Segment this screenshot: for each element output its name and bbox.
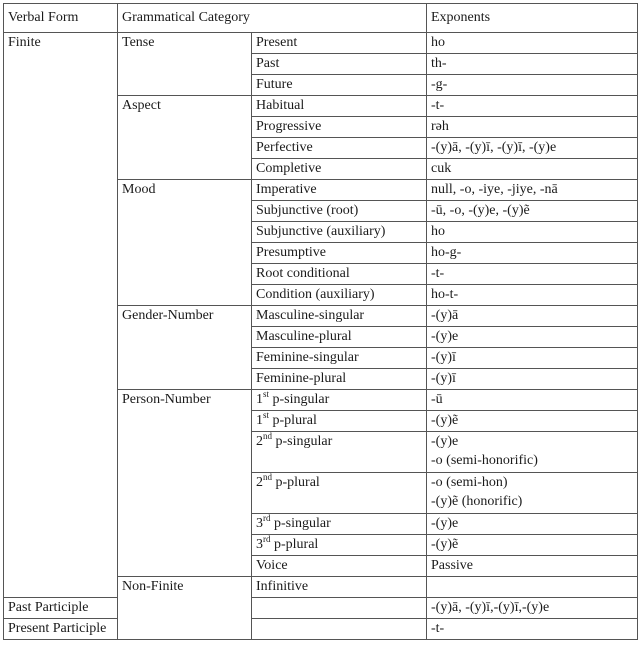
category-present-participle: Present Participle xyxy=(4,619,118,640)
subcategory-empty xyxy=(252,598,427,619)
exponent-2nd-p-plural xyxy=(427,473,638,514)
subcategory-empty xyxy=(427,577,638,598)
exponent-condition-auxiliary: ho-t- xyxy=(427,285,638,306)
exponent-line: -o (semi-honorific) xyxy=(431,453,538,468)
subcategory-empty xyxy=(252,619,427,640)
subcategory-3rd-p-singular xyxy=(252,514,427,535)
exponent-past-participle: -(y)ā, -(y)ī,-(y)ī,-(y)e xyxy=(427,598,638,619)
exponent-1st-p-plural: -(y)ẽ xyxy=(427,411,638,432)
subcategory-progressive: Progressive xyxy=(252,117,427,138)
exponent-masculine-singular: -(y)ā xyxy=(427,306,638,327)
subcategory-2nd-p-plural xyxy=(252,473,427,514)
header-grammatical-category: Grammatical Category xyxy=(118,4,427,33)
exponent-line: -o (semi-hon) xyxy=(431,475,508,490)
ordinal-number: 3 xyxy=(256,537,263,552)
category-voice: Voice xyxy=(252,556,427,577)
exponent-line: -(y)e xyxy=(431,434,459,449)
verbal-form-finite: Finite xyxy=(4,33,118,598)
person-number-label: p-singular xyxy=(272,392,330,407)
ordinal-number: 1 xyxy=(256,392,263,407)
category-aspect: Aspect xyxy=(118,96,252,180)
exponent-completive: cuk xyxy=(427,159,638,180)
subcategory-feminine-plural: Feminine-plural xyxy=(252,369,427,390)
exponent-perfective: -(y)ā, -(y)ī, -(y)ī, -(y)e xyxy=(427,138,638,159)
exponent-progressive: rəh xyxy=(427,117,638,138)
person-number-label: p-singular xyxy=(274,516,331,531)
exponent-past: th- xyxy=(427,54,638,75)
ordinal-suffix: st xyxy=(263,410,270,420)
exponent-feminine-singular: -(y)ī xyxy=(427,348,638,369)
ordinal-suffix: rd xyxy=(263,534,271,544)
subcategory-condition-auxiliary: Condition (auxiliary) xyxy=(252,285,427,306)
ordinal-number: 1 xyxy=(256,413,263,428)
exponent-subjunctive-auxiliary: ho xyxy=(427,222,638,243)
exponent-subjunctive-root: -ū, -o, -(y)e, -(y)ẽ xyxy=(427,201,638,222)
verbal-form-non-finite: Non-Finite xyxy=(118,577,252,640)
verbal-forms-table xyxy=(3,3,638,640)
exponent-root-conditional: -t- xyxy=(427,264,638,285)
subcategory-3rd-p-plural xyxy=(252,535,427,556)
category-mood: Mood xyxy=(118,180,252,306)
exponent-line: -(y)ẽ (honorific) xyxy=(431,494,523,509)
table-row xyxy=(4,33,638,54)
header-row xyxy=(4,4,638,33)
subcategory-perfective: Perfective xyxy=(252,138,427,159)
exponent-present-participle: -t- xyxy=(427,619,638,640)
category-past-participle: Past Participle xyxy=(4,598,118,619)
ordinal-suffix: rd xyxy=(263,513,271,523)
subcategory-subjunctive-root: Subjunctive (root) xyxy=(252,201,427,222)
subcategory-imperative: Imperative xyxy=(252,180,427,201)
exponent-habitual: -t- xyxy=(427,96,638,117)
subcategory-root-conditional: Root conditional xyxy=(252,264,427,285)
subcategory-masculine-singular: Masculine-singular xyxy=(252,306,427,327)
exponent-3rd-p-plural: -(y)ẽ xyxy=(427,535,638,556)
ordinal-number: 3 xyxy=(256,516,263,531)
exponent-present: ho xyxy=(427,33,638,54)
person-number-label: p-plural xyxy=(272,413,317,428)
subcategory-subjunctive-auxiliary: Subjunctive (auxiliary) xyxy=(252,222,427,243)
ordinal-number: 2 xyxy=(256,475,263,490)
subcategory-1st-p-singular xyxy=(252,390,427,411)
subcategory-masculine-plural: Masculine-plural xyxy=(252,327,427,348)
subcategory-habitual: Habitual xyxy=(252,96,427,117)
subcategory-1st-p-plural xyxy=(252,411,427,432)
subcategory-present: Present xyxy=(252,33,427,54)
person-number-label: p-plural xyxy=(274,537,319,552)
subcategory-2nd-p-singular xyxy=(252,432,427,473)
category-gender-number: Gender-Number xyxy=(118,306,252,390)
exponent-masculine-plural: -(y)e xyxy=(427,327,638,348)
exponent-2nd-p-singular xyxy=(427,432,638,473)
exponent-feminine-plural: -(y)ī xyxy=(427,369,638,390)
header-exponents: Exponents xyxy=(427,4,638,33)
exponent-presumptive: ho-g- xyxy=(427,243,638,264)
category-person-number: Person-Number xyxy=(118,390,252,577)
subcategory-completive: Completive xyxy=(252,159,427,180)
exponent-3rd-p-singular: -(y)e xyxy=(427,514,638,535)
ordinal-suffix: nd xyxy=(263,431,272,441)
person-number-label: p-singular xyxy=(275,434,333,449)
subcategory-passive: Passive xyxy=(427,556,638,577)
exponent-imperative: null, -o, -iye, -jiye, -nā xyxy=(427,180,638,201)
header-verbal-form: Verbal Form xyxy=(4,4,118,33)
category-tense: Tense xyxy=(118,33,252,96)
person-number-label: p-plural xyxy=(275,475,320,490)
exponent-1st-p-singular: -ū xyxy=(427,390,638,411)
ordinal-number: 2 xyxy=(256,434,263,449)
subcategory-feminine-singular: Feminine-singular xyxy=(252,348,427,369)
table-row xyxy=(4,619,638,640)
subcategory-presumptive: Presumptive xyxy=(252,243,427,264)
ordinal-suffix: st xyxy=(263,389,270,399)
table-row xyxy=(4,598,638,619)
subcategory-past: Past xyxy=(252,54,427,75)
exponent-future: -g- xyxy=(427,75,638,96)
ordinal-suffix: nd xyxy=(263,472,272,482)
subcategory-future: Future xyxy=(252,75,427,96)
category-infinitive: Infinitive xyxy=(252,577,427,598)
